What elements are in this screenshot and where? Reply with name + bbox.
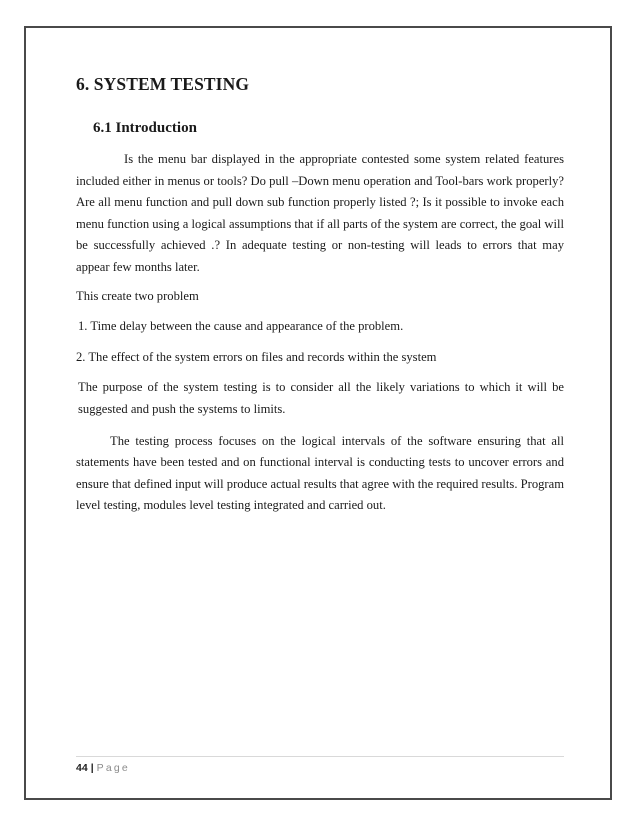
problem-intro-paragraph: This create two problem <box>76 288 199 303</box>
subsection-heading: 6.1 Introduction <box>93 120 197 136</box>
document-body <box>76 74 564 517</box>
page-label: Page <box>96 762 130 774</box>
problem-item-2: 2. The effect of the system errors on files and records within the system <box>76 349 437 364</box>
footer-divider <box>76 756 564 757</box>
section-heading: 6. SYSTEM TESTING <box>76 74 250 94</box>
page-footer <box>76 762 130 774</box>
footer-separator: | <box>90 762 94 774</box>
intro-paragraph: Is the menu bar displayed in the appropriate contested some system related features included either in menus or tools? Do pull –Down menu operation and Tool-bars work properly? Are all menu function and pull down sub function properly listed ?; Is it possible to invoke each menu function using a logical assumptions that if all parts of the system are correct, the goal will be successfully achieved .? In adequate testing or non-testing will leads to errors that may appear few months later. <box>76 152 564 274</box>
testing-process-paragraph: The testing process focuses on the logical intervals of the software ensuring that all statements have been tested and on functional interval is conducting tests to uncover errors and ensure that defined input will produce actual results that agree with the required results. Program level testing, modules level testing integrated and carried out. <box>76 433 564 513</box>
page-number: 44 <box>76 762 88 774</box>
purpose-paragraph: The purpose of the system testing is to consider all the likely variations to which it will be suggested and push the systems to limits. <box>78 380 564 416</box>
problem-item-1: 1. Time delay between the cause and appearance of the problem. <box>78 319 404 334</box>
